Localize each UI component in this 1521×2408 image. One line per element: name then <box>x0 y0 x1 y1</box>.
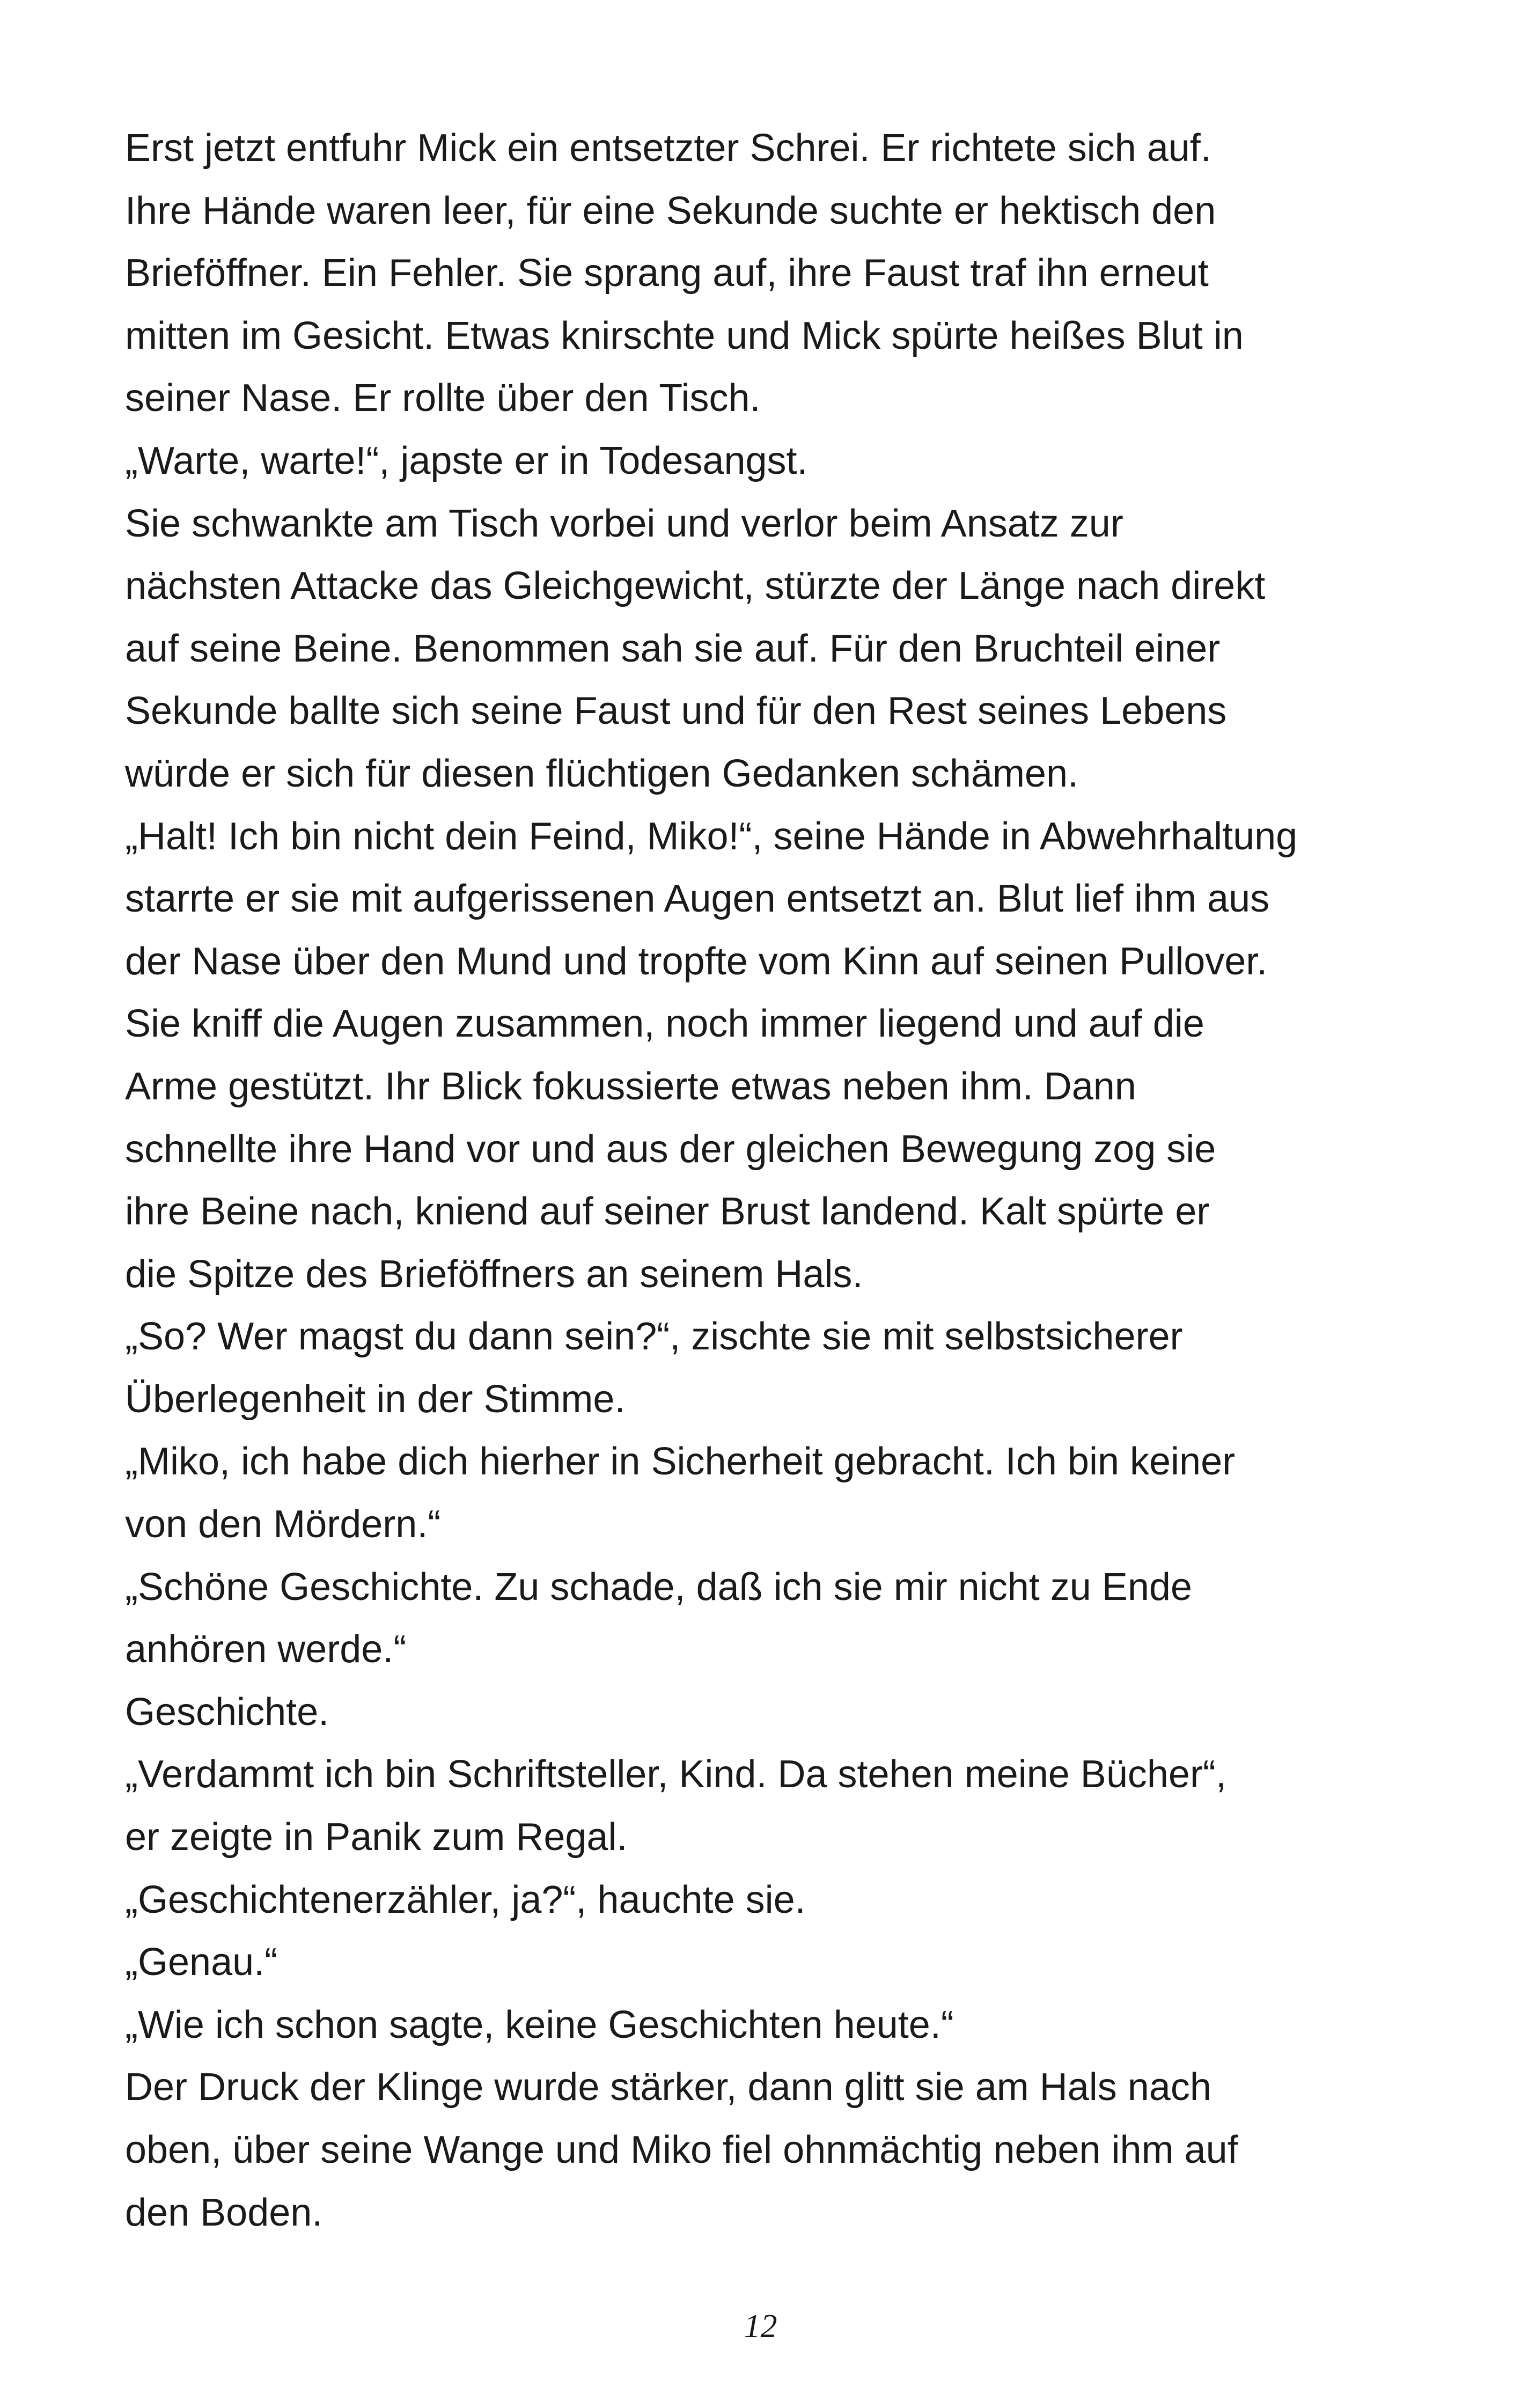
text-line: würde er sich für diesen flüchtigen Gedanken schämen. <box>125 752 1079 795</box>
text-line: „Genau.“ <box>125 1941 278 1984</box>
text-line: auf seine Beine. Benommen sah sie auf. Für den Bruchteil einer <box>125 627 1221 670</box>
text-line: die Spitze des Brieföffners an seinem Hals. <box>125 1252 863 1296</box>
text-line: „Warte, warte!“, japste er in Todesangst. <box>125 439 808 482</box>
text-line: er zeigte in Panik zum Regal. <box>125 1816 628 1859</box>
text-line: ihre Beine nach, kniend auf seiner Brust landend. Kalt spürte er <box>125 1190 1210 1234</box>
text-line: „So? Wer magst du dann sein?“, zischte sie mit selbstsicherer <box>125 1315 1183 1359</box>
text-line: von den Mördern.“ <box>125 1503 441 1546</box>
text-line: oben, über seine Wange und Miko fiel ohnmächtig neben ihm auf <box>125 2128 1238 2171</box>
text-line: Sekunde ballte sich seine Faust und für den Rest seines Lebens <box>125 689 1227 733</box>
page-number: 12 <box>744 2308 777 2345</box>
text-line: der Nase über den Mund und tropfte vom Kinn auf seinen Pullover. <box>125 939 1268 983</box>
text-line: starrte er sie mit aufgerissenen Augen entsetzt an. Blut lief ihm aus <box>125 877 1270 921</box>
text-line: „Verdammt ich bin Schriftsteller, Kind. Da stehen meine Bücher“, <box>125 1753 1226 1796</box>
text-line: seiner Nase. Er rollte über den Tisch. <box>125 377 761 420</box>
text-line: Ihre Hände waren leer, für eine Sekunde suchte er hektisch den <box>125 189 1216 232</box>
text-line: schnellte ihre Hand vor und aus der gleichen Bewegung zog sie <box>125 1127 1216 1171</box>
text-line: Überlegenheit in der Stimme. <box>125 1377 626 1421</box>
text-line: „Miko, ich habe dich hierher in Sicherheit gebracht. Ich bin keiner <box>125 1440 1236 1484</box>
text-line: nächsten Attacke das Gleichgewicht, stürzte der Länge nach direkt <box>125 564 1266 608</box>
text-line: Arme gestützt. Ihr Blick fokussierte etwas neben ihm. Dann <box>125 1064 1136 1108</box>
text-line: Der Druck der Klinge wurde stärker, dann glitt sie am Hals nach <box>125 2066 1211 2109</box>
text-line: „Wie ich schon sagte, keine Geschichten heute.“ <box>125 2003 954 2046</box>
text-line: den Boden. <box>125 2191 323 2234</box>
text-line: anhören werde.“ <box>125 1628 407 1671</box>
text-line: Geschichte. <box>125 1690 329 1734</box>
text-line: Brieföffner. Ein Fehler. Sie sprang auf, ihre Faust traf ihn erneut <box>125 252 1209 295</box>
text-line: „Geschichtenerzähler, ja?“, hauchte sie. <box>125 1878 806 1921</box>
text-line: „Schöne Geschichte. Zu schade, daß ich sie mir nicht zu Ende <box>125 1565 1192 1609</box>
text-line: mitten im Gesicht. Etwas knirschte und Mick spürte heißes Blut in <box>125 314 1244 357</box>
text-line: Erst jetzt entfuhr Mick ein entsetzter Schrei. Er richtete sich auf. <box>125 127 1211 170</box>
body-text <box>125 117 1413 2244</box>
text-line: Sie schwankte am Tisch vorbei und verlor beim Ansatz zur <box>125 502 1123 545</box>
text-line: „Halt! Ich bin nicht dein Feind, Miko!“, seine Hände in Abwehrhaltung <box>125 814 1298 858</box>
text-line: Sie kniff die Augen zusammen, noch immer liegend und auf die <box>125 1002 1204 1046</box>
